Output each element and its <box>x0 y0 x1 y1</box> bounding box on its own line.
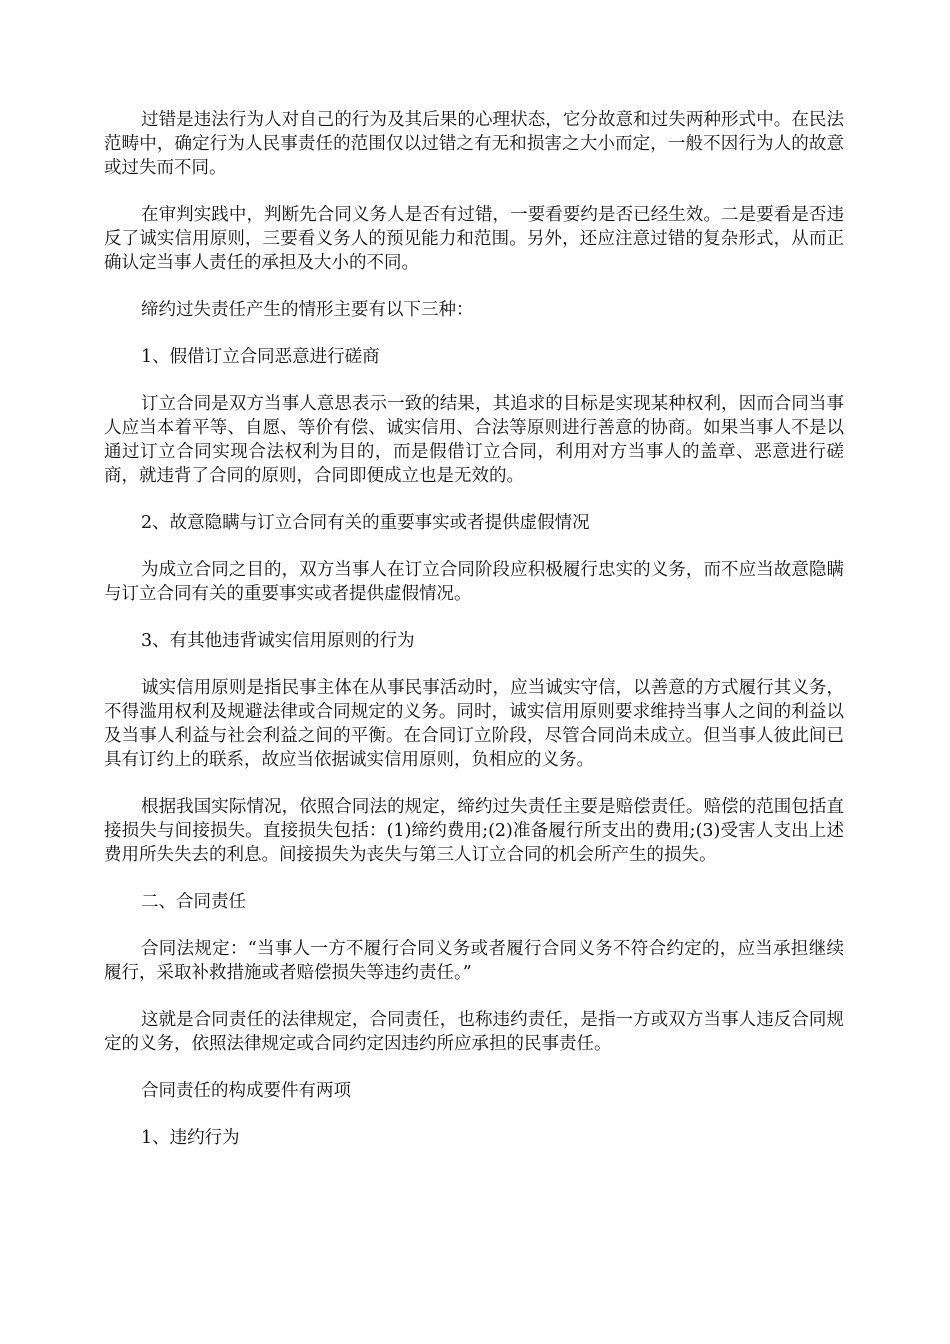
paragraph-compensation-scope: 根据我国实际情况，依照合同法的规定，缔约过失责任主要是赔偿责任。赔偿的范围包括直接损失与间接损失。直接损失包括：(1)缔约费用;(2)准备履行所支出的费用;(3)受害人支出上述费用所失失去的利息。间接损失为丧失与第三人订立合同的机会所产生的损失。 <box>104 797 844 865</box>
paragraph-judicial-practice: 在审判实践中，判断先合同义务人是否有过错，一要看要约是否已经生效。二是要看是否违反了诚实信用原则，三要看义务人的预见能力和范围。另外，还应注意过错的复杂形式，从而正确认定当事人责任的承担及大小的不同。 <box>104 205 844 273</box>
heading-contract-liability: 二、合同责任 <box>141 892 246 912</box>
heading-malicious-negotiation: 1、假借订立合同恶意进行磋商 <box>141 347 380 367</box>
paragraph-constituent-elements: 合同责任的构成要件有两项 <box>141 1081 351 1101</box>
heading-breach-act: 1、违约行为 <box>141 1128 240 1148</box>
paragraph-contract-formation: 订立合同是双方当事人意思表示一致的结果，其追求的目标是实现某种权利，因而合同当事人应当本着平等、自愿、等价有偿、诚实信用、合法等原则进行善意的协商。如果当事人不是以通过订立合同实现合法权利为目的，而是假借订立合同，利用对方当事人的盖章、恶意进行磋商，就违背了合同的原则，合同即便成立也是无效的。 <box>104 394 844 486</box>
paragraph-loyalty-duty: 为成立合同之目的，双方当事人在订立合同阶段应积极履行忠实的义务，而不应当故意隐瞒与订立合同有关的重要事实或者提供虚假情况。 <box>104 560 844 604</box>
heading-concealment: 2、故意隐瞒与订立合同有关的重要事实或者提供虚假情况 <box>141 513 590 533</box>
heading-good-faith-violation: 3、有其他违背诚实信用原则的行为 <box>141 631 415 651</box>
document-page <box>104 108 844 1173</box>
paragraph-liability-definition: 这就是合同责任的法律规定，合同责任，也称违约责任，是指一方或双方当事人违反合同规定的义务，依照法律规定或合同约定因违约所应承担的民事责任。 <box>104 1010 844 1054</box>
paragraph-three-situations: 缔约过失责任产生的情形主要有以下三种： <box>141 300 474 320</box>
paragraph-fault-definition: 过错是违法行为人对自己的行为及其后果的心理状态，它分故意和过失两种形式中。在民法范畴中，确定行为人民事责任的范围仅以过错之有无和损害之大小而定，一般不因行为人的故意或过失而不同。 <box>104 110 844 178</box>
paragraph-contract-law-quote: 合同法规定：“当事人一方不履行合同义务或者履行合同义务不符合约定的，应当承担继续履行，采取补救措施或者赔偿损失等违约责任。” <box>104 939 844 983</box>
paragraph-good-faith-principle: 诚实信用原则是指民事主体在从事民事活动时，应当诚实守信，以善意的方式履行其义务，不得滥用权利及规避法律或合同规定的义务。同时，诚实信用原则要求维持当事人之间的利益以及当事人利益与社会利益之间的平衡。在合同订立阶段，尽管合同尚未成立。但当事人彼此间已具有订约上的联系，故应当依据诚实信用原则，负相应的义务。 <box>104 678 844 770</box>
